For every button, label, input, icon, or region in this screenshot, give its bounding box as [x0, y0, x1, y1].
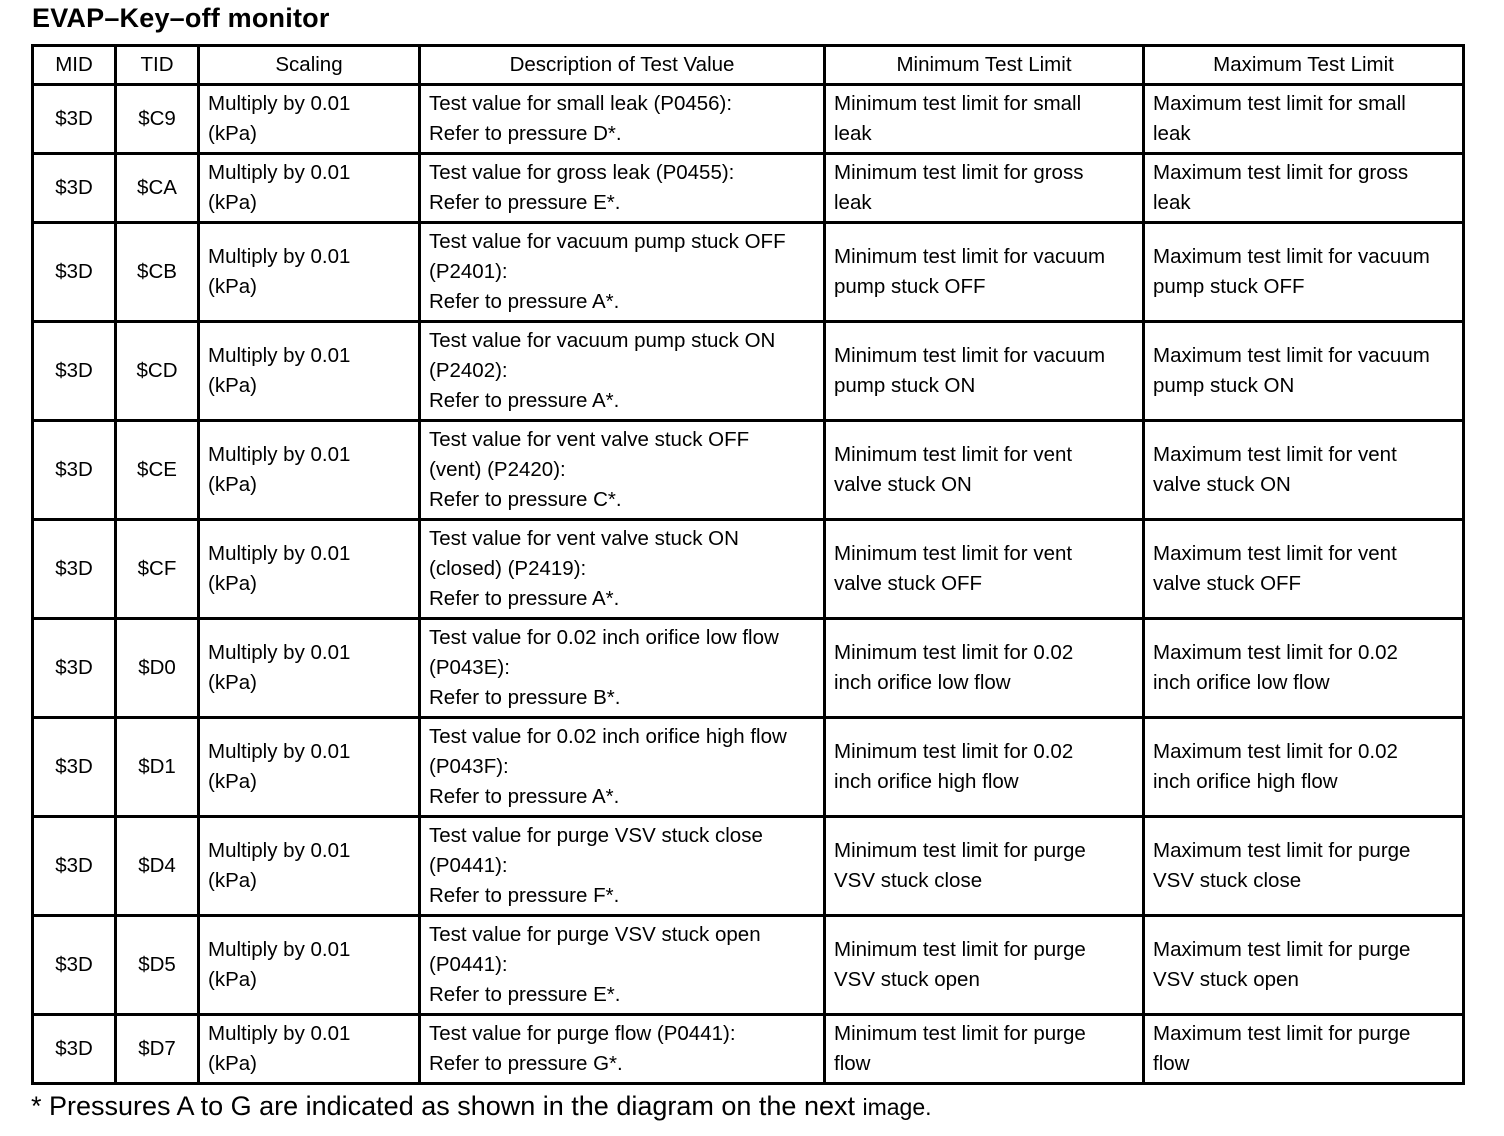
table-row — [33, 1015, 1464, 1084]
cell-scaling-line: (kPa) — [208, 968, 257, 991]
cell-description — [420, 718, 825, 817]
table-row — [33, 817, 1464, 916]
table-row — [33, 85, 1464, 154]
cell-scaling-line: (kPa) — [208, 191, 257, 214]
cell-minimum-test-limit-line: Minimum test limit for purge — [834, 839, 1086, 862]
cell-description-line: Test value for 0.02 inch orifice high flow — [429, 725, 787, 748]
cell-tid: $CF — [116, 520, 199, 619]
cell-scaling — [199, 85, 420, 154]
cell-description-line: Refer to pressure A*. — [429, 785, 620, 808]
cell-tid: $C9 — [116, 85, 199, 154]
cell-scaling — [199, 322, 420, 421]
cell-description-line: Refer to pressure C*. — [429, 488, 622, 511]
cell-description-line: Test value for small leak (P0456): — [429, 92, 733, 115]
cell-description — [420, 421, 825, 520]
cell-minimum-test-limit-line: VSV stuck open — [834, 968, 980, 991]
cell-maximum-test-limit-line: Maximum test limit for purge — [1153, 938, 1411, 961]
cell-minimum-test-limit-line: Minimum test limit for vent — [834, 443, 1073, 466]
cell-maximum-test-limit-line: Maximum test limit for vacuum — [1153, 245, 1430, 268]
cell-description — [420, 85, 825, 154]
cell-scaling — [199, 421, 420, 520]
cell-scaling — [199, 817, 420, 916]
cell-scaling — [199, 223, 420, 322]
table-header — [33, 46, 1464, 85]
cell-scaling-line: Multiply by 0.01 — [208, 344, 351, 367]
cell-maximum-test-limit — [1144, 1015, 1464, 1084]
cell-scaling-line: (kPa) — [208, 1052, 257, 1075]
cell-scaling-line: Multiply by 0.01 — [208, 245, 351, 268]
cell-description-line: (P0441): — [429, 953, 508, 976]
table-row — [33, 322, 1464, 421]
cell-maximum-test-limit — [1144, 85, 1464, 154]
header-mid: MID — [33, 46, 116, 85]
cell-scaling-line: (kPa) — [208, 374, 257, 397]
cell-scaling-line: Multiply by 0.01 — [208, 839, 351, 862]
cell-maximum-test-limit-line: inch orifice high flow — [1153, 770, 1338, 793]
cell-tid: $D7 — [116, 1015, 199, 1084]
cell-minimum-test-limit-line: pump stuck OFF — [834, 275, 986, 298]
cell-description-line: Test value for vent valve stuck ON — [429, 527, 739, 550]
cell-description-line: (P2402): — [429, 359, 508, 382]
cell-minimum-test-limit-line: Minimum test limit for small — [834, 92, 1082, 115]
cell-description-line: Refer to pressure A*. — [429, 389, 620, 412]
cell-minimum-test-limit — [825, 916, 1144, 1015]
cell-description-line: Test value for vacuum pump stuck OFF — [429, 230, 786, 253]
cell-minimum-test-limit — [825, 154, 1144, 223]
cell-tid: $CA — [116, 154, 199, 223]
cell-description-line: Test value for vent valve stuck OFF — [429, 428, 750, 451]
cell-scaling-line: (kPa) — [208, 122, 257, 145]
cell-maximum-test-limit — [1144, 223, 1464, 322]
cell-mid: $3D — [33, 817, 116, 916]
cell-mid: $3D — [33, 421, 116, 520]
cell-description-line: (closed) (P2419): — [429, 557, 587, 580]
cell-scaling — [199, 916, 420, 1015]
cell-maximum-test-limit-line: Maximum test limit for purge — [1153, 839, 1411, 862]
cell-maximum-test-limit-line: Maximum test limit for vacuum — [1153, 344, 1430, 367]
cell-scaling — [199, 718, 420, 817]
header-maximum-test-limit: Maximum Test Limit — [1144, 46, 1464, 85]
cell-maximum-test-limit-line: leak — [1153, 122, 1191, 145]
cell-description-line: Test value for purge VSV stuck close — [429, 824, 763, 847]
cell-minimum-test-limit — [825, 322, 1144, 421]
cell-scaling-line: Multiply by 0.01 — [208, 1022, 351, 1045]
cell-maximum-test-limit — [1144, 520, 1464, 619]
footnote-tail: image. — [862, 1094, 932, 1120]
cell-scaling-line: Multiply by 0.01 — [208, 92, 351, 115]
cell-scaling-line: Multiply by 0.01 — [208, 161, 351, 184]
cell-minimum-test-limit-line: Minimum test limit for purge — [834, 1022, 1086, 1045]
cell-tid: $D4 — [116, 817, 199, 916]
cell-scaling-line: (kPa) — [208, 572, 257, 595]
cell-maximum-test-limit — [1144, 916, 1464, 1015]
footnote-text: * Pressures A to G are indicated as shown in the diagram on the next — [31, 1091, 863, 1121]
cell-minimum-test-limit — [825, 718, 1144, 817]
cell-description-line: Test value for purge flow (P0441): — [429, 1022, 736, 1045]
cell-scaling-line: (kPa) — [208, 473, 257, 496]
cell-maximum-test-limit-line: leak — [1153, 191, 1191, 214]
cell-tid: $D0 — [116, 619, 199, 718]
cell-maximum-test-limit-line: Maximum test limit for gross — [1153, 161, 1409, 184]
cell-scaling-line: (kPa) — [208, 275, 257, 298]
cell-minimum-test-limit-line: Minimum test limit for vent — [834, 542, 1073, 565]
cell-minimum-test-limit — [825, 421, 1144, 520]
cell-maximum-test-limit — [1144, 154, 1464, 223]
cell-maximum-test-limit — [1144, 718, 1464, 817]
header-scaling: Scaling — [199, 46, 420, 85]
cell-maximum-test-limit-line: inch orifice low flow — [1153, 671, 1330, 694]
cell-mid: $3D — [33, 520, 116, 619]
cell-minimum-test-limit — [825, 520, 1144, 619]
cell-description — [420, 817, 825, 916]
cell-tid: $D5 — [116, 916, 199, 1015]
cell-description-line: (vent) (P2420): — [429, 458, 566, 481]
header-row — [33, 46, 1464, 85]
cell-description-line: Refer to pressure A*. — [429, 587, 620, 610]
cell-minimum-test-limit — [825, 1015, 1144, 1084]
cell-mid: $3D — [33, 154, 116, 223]
cell-minimum-test-limit-line: Minimum test limit for vacuum — [834, 344, 1106, 367]
cell-description — [420, 223, 825, 322]
header-minimum-test-limit: Minimum Test Limit — [825, 46, 1144, 85]
cell-maximum-test-limit-line: VSV stuck open — [1153, 968, 1299, 991]
cell-maximum-test-limit-line: pump stuck ON — [1153, 374, 1295, 397]
cell-maximum-test-limit-line: Maximum test limit for small — [1153, 92, 1406, 115]
header-tid: TID — [116, 46, 199, 85]
cell-maximum-test-limit — [1144, 619, 1464, 718]
cell-maximum-test-limit — [1144, 322, 1464, 421]
cell-minimum-test-limit-line: pump stuck ON — [834, 374, 976, 397]
cell-minimum-test-limit — [825, 223, 1144, 322]
cell-maximum-test-limit-line: flow — [1153, 1052, 1190, 1075]
cell-minimum-test-limit — [825, 619, 1144, 718]
cell-maximum-test-limit-line: Maximum test limit for vent — [1153, 443, 1397, 466]
cell-minimum-test-limit — [825, 85, 1144, 154]
cell-minimum-test-limit-line: VSV stuck close — [834, 869, 983, 892]
cell-description-line: Test value for purge VSV stuck open — [429, 923, 761, 946]
cell-mid: $3D — [33, 85, 116, 154]
cell-minimum-test-limit-line: Minimum test limit for 0.02 — [834, 740, 1074, 763]
cell-maximum-test-limit — [1144, 817, 1464, 916]
cell-scaling-line: (kPa) — [208, 869, 257, 892]
cell-minimum-test-limit-line: Minimum test limit for purge — [834, 938, 1086, 961]
monitor-table — [31, 44, 1465, 1085]
cell-tid: $CD — [116, 322, 199, 421]
page-title: EVAP–Key–off monitor — [32, 3, 330, 33]
cell-description — [420, 1015, 825, 1084]
cell-description-line: Refer to pressure E*. — [429, 983, 621, 1006]
cell-maximum-test-limit — [1144, 421, 1464, 520]
table-row — [33, 154, 1464, 223]
cell-tid: $CB — [116, 223, 199, 322]
table-row — [33, 223, 1464, 322]
cell-scaling-line: (kPa) — [208, 671, 257, 694]
cell-scaling — [199, 520, 420, 619]
cell-minimum-test-limit-line: Minimum test limit for gross — [834, 161, 1084, 184]
cell-maximum-test-limit-line: Maximum test limit for 0.02 — [1153, 740, 1398, 763]
cell-mid: $3D — [33, 223, 116, 322]
cell-mid: $3D — [33, 916, 116, 1015]
cell-scaling-line: (kPa) — [208, 770, 257, 793]
cell-minimum-test-limit-line: inch orifice low flow — [834, 671, 1011, 694]
table-row — [33, 718, 1464, 817]
table-row — [33, 421, 1464, 520]
cell-maximum-test-limit-line: Maximum test limit for purge — [1153, 1022, 1411, 1045]
cell-description-line: Test value for 0.02 inch orifice low flow — [429, 626, 779, 649]
cell-description-line: Refer to pressure E*. — [429, 191, 621, 214]
cell-description-line: Refer to pressure F*. — [429, 884, 620, 907]
cell-scaling-line: Multiply by 0.01 — [208, 641, 351, 664]
cell-description-line: Refer to pressure D*. — [429, 122, 622, 145]
table-body — [33, 85, 1464, 1084]
cell-scaling — [199, 154, 420, 223]
cell-description-line: (P2401): — [429, 260, 508, 283]
cell-scaling-line: Multiply by 0.01 — [208, 542, 351, 565]
cell-description-line: (P043F): — [429, 755, 509, 778]
cell-mid: $3D — [33, 322, 116, 421]
cell-mid: $3D — [33, 1015, 116, 1084]
cell-description-line: Refer to pressure B*. — [429, 686, 621, 709]
cell-minimum-test-limit-line: valve stuck OFF — [834, 572, 983, 595]
table-row — [33, 619, 1464, 718]
cell-minimum-test-limit-line: Minimum test limit for 0.02 — [834, 641, 1074, 664]
cell-minimum-test-limit-line: leak — [834, 191, 872, 214]
cell-minimum-test-limit-line: inch orifice high flow — [834, 770, 1019, 793]
cell-description-line: (P043E): — [429, 656, 510, 679]
cell-mid: $3D — [33, 718, 116, 817]
cell-description-line: Refer to pressure A*. — [429, 290, 620, 313]
header-description: Description of Test Value — [420, 46, 825, 85]
cell-scaling-line: Multiply by 0.01 — [208, 740, 351, 763]
cell-description-line: Test value for vacuum pump stuck ON — [429, 329, 776, 352]
cell-minimum-test-limit-line: valve stuck ON — [834, 473, 972, 496]
cell-maximum-test-limit-line: pump stuck OFF — [1153, 275, 1305, 298]
cell-description — [420, 916, 825, 1015]
cell-description-line: (P0441): — [429, 854, 508, 877]
cell-scaling — [199, 619, 420, 718]
cell-minimum-test-limit-line: Minimum test limit for vacuum — [834, 245, 1106, 268]
cell-mid: $3D — [33, 619, 116, 718]
cell-description — [420, 154, 825, 223]
cell-maximum-test-limit-line: Maximum test limit for 0.02 — [1153, 641, 1398, 664]
cell-minimum-test-limit-line: flow — [834, 1052, 871, 1075]
footnote — [31, 1088, 932, 1125]
cell-description — [420, 520, 825, 619]
cell-maximum-test-limit-line: valve stuck OFF — [1153, 572, 1302, 595]
cell-description — [420, 322, 825, 421]
cell-description-line: Test value for gross leak (P0455): — [429, 161, 735, 184]
cell-scaling — [199, 1015, 420, 1084]
cell-scaling-line: Multiply by 0.01 — [208, 443, 351, 466]
cell-maximum-test-limit-line: Maximum test limit for vent — [1153, 542, 1397, 565]
table-row — [33, 520, 1464, 619]
cell-minimum-test-limit — [825, 817, 1144, 916]
cell-tid: $CE — [116, 421, 199, 520]
cell-description-line: Refer to pressure G*. — [429, 1052, 623, 1075]
cell-maximum-test-limit-line: valve stuck ON — [1153, 473, 1291, 496]
cell-scaling-line: Multiply by 0.01 — [208, 938, 351, 961]
cell-description — [420, 619, 825, 718]
cell-minimum-test-limit-line: leak — [834, 122, 872, 145]
table-row — [33, 916, 1464, 1015]
cell-maximum-test-limit-line: VSV stuck close — [1153, 869, 1302, 892]
cell-tid: $D1 — [116, 718, 199, 817]
